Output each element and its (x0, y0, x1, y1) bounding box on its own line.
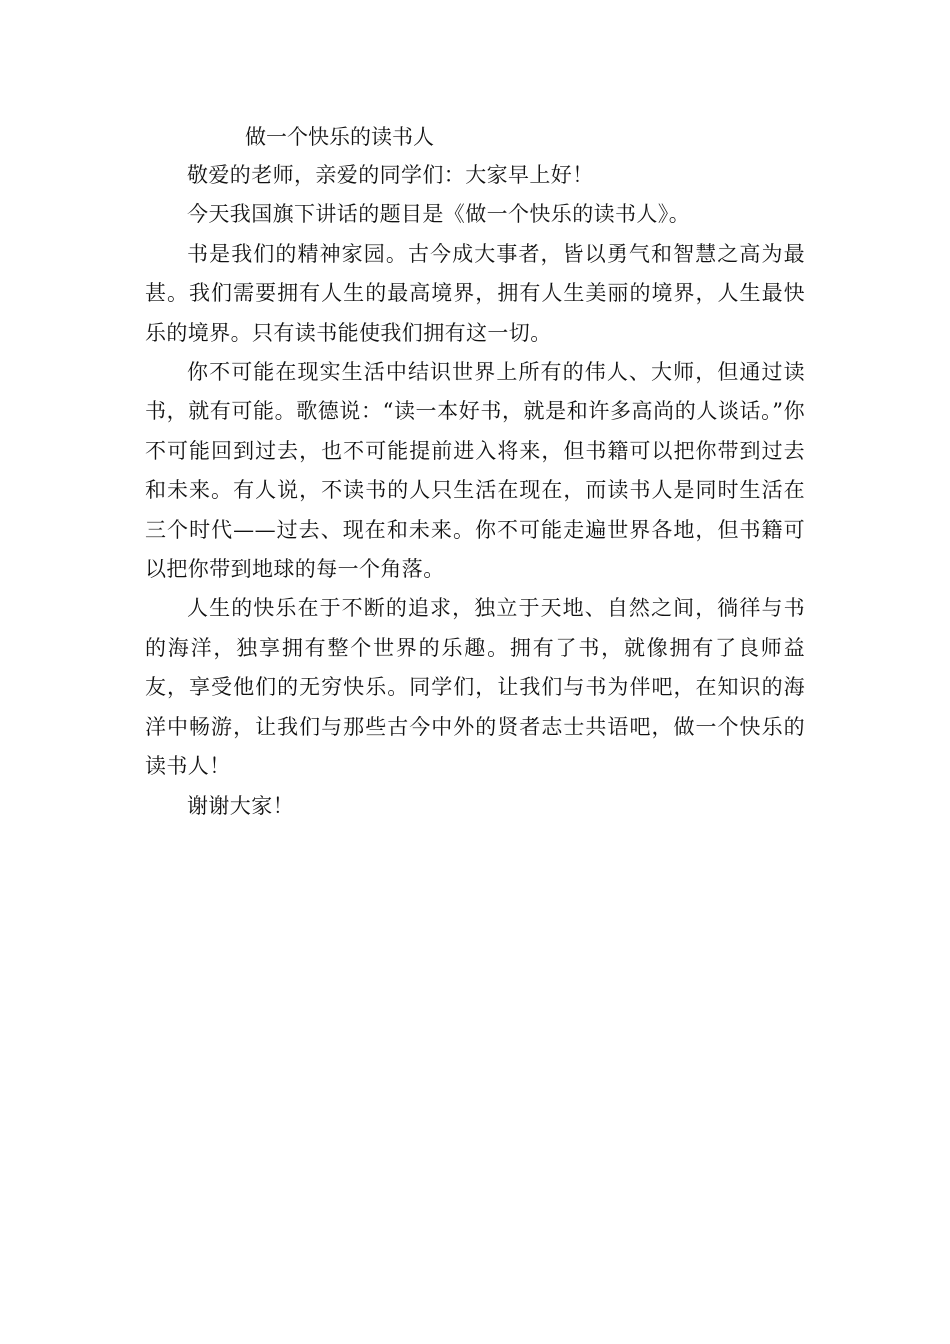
topic-paragraph: 今天我国旗下讲话的题目是《做一个快乐的读书人》。 (187, 202, 691, 227)
greeting-paragraph: 敬爱的老师，亲爱的同学们：大家早上好！ (187, 163, 594, 187)
closing-paragraph: 谢谢大家！ (187, 793, 294, 818)
body-paragraph-3: 人生的快乐在于不断的追求，独立于天地、自然之间，徜徉与书的海洋，独享拥有整个世界的乐趣。拥有了书，就像拥有了良师益友，享受他们的无穷快乐。同学们，让我们与书为伴吧，在知识的海洋中畅游，让我们与那些古今中外的贤者志士共语吧，做一个快乐的读书人！ (145, 596, 805, 779)
document-title: 做一个快乐的读书人 (245, 125, 434, 149)
document-body (145, 118, 805, 826)
body-paragraph-1: 书是我们的精神家园。古今成大事者，皆以勇气和智慧之高为最甚。我们需要拥有人生的最高境界，拥有人生美丽的境界，人生最快乐的境界。只有读书能使我们拥有这一切。 (145, 241, 805, 345)
body-paragraph-2: 你不可能在现实生活中结识世界上所有的伟人、大师，但通过读书，就有可能。歌德说：“读一本好书，就是和许多高尚的人谈话。”你不可能回到过去，也不可能提前进入将来，但书籍可以把你带到过去和未来。有人说，不读书的人只生活在现在，而读书人是同时生活在三个时代——过去、现在和未来。你不可能走遍世界各地，但书籍可以把你带到地球的每一个角落。 (145, 360, 805, 582)
